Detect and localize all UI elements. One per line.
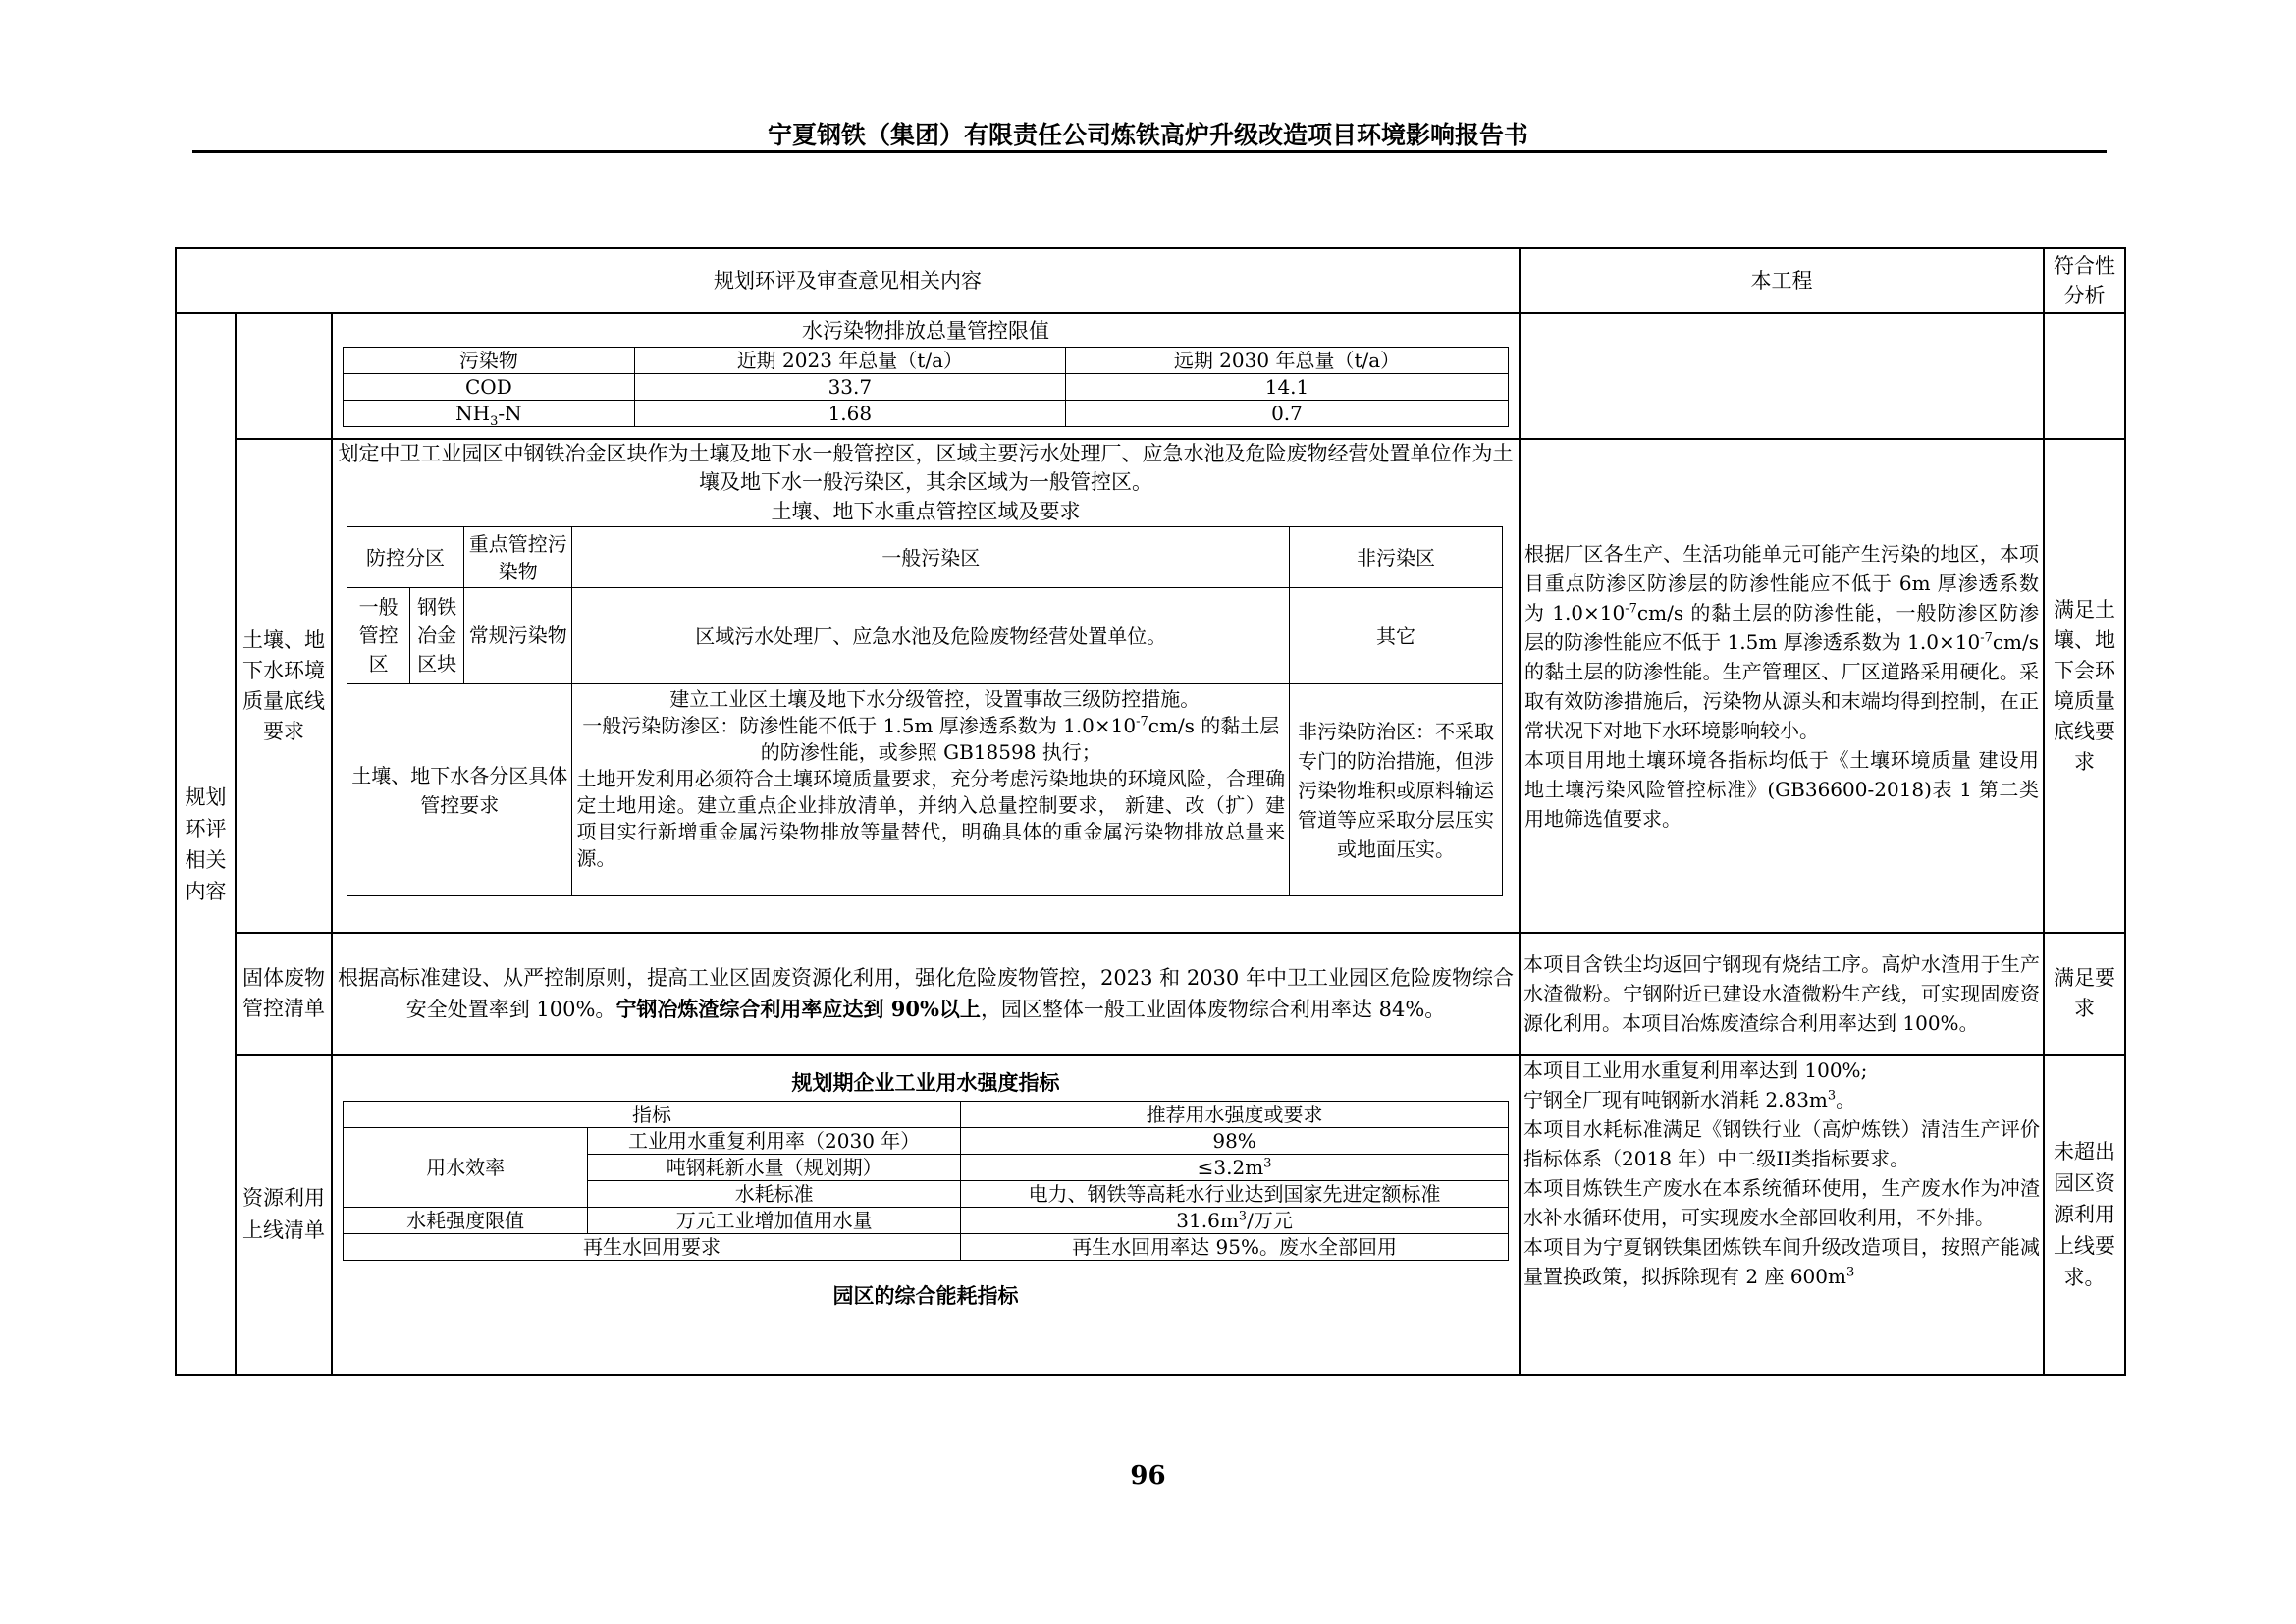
soil-h-general: 一般污染区	[572, 527, 1290, 588]
table-header-row	[176, 248, 2125, 313]
water-use-eff-label: 用水效率	[344, 1128, 588, 1208]
water-use-r4-name: 万元工业增加值用水量	[588, 1208, 961, 1234]
document-header-title: 宁夏钢铁（集团）有限责任公司炼铁高炉升级改造项目环境影响报告书	[767, 121, 1528, 149]
water-pollutant-title: 水污染物排放总量管控限值	[802, 319, 1050, 343]
water-pollutant-table	[343, 347, 1509, 427]
water-col-far: 远期 2030 年总量（t/a）	[1065, 348, 1508, 374]
solid-plan: 根据高标准建设、从严控制原则，提高工业区固废资源化利用，强化危险废物管控，2023 和 2030 年中卫工业园区危险废物综合安全处置率到 100%。宁钢冶炼渣综合利用率应达到 90%以上，园区整体一般工业固体废物综合利用率达 84%。	[332, 933, 1520, 1055]
energy-title: 园区的综合能耗指标	[832, 1283, 1019, 1308]
soil-r-block: 钢铁冶金区块	[410, 588, 464, 684]
solid-label: 固体废物管控清单	[236, 933, 332, 1055]
soil-analysis: 满足土壤、地下会环境质量底线要求	[2044, 439, 2125, 933]
resource-project-1: 本项目工业用水重复利用率达到 100%;	[1523, 1058, 1868, 1082]
resource-analysis: 未超出园区资源利用上线要求。	[2044, 1055, 2125, 1375]
water-pollutant-cell	[332, 313, 1520, 439]
compliance-table	[175, 247, 2126, 1376]
page-number: 96	[1130, 1461, 1166, 1490]
water-nh3-far: 0.7	[1065, 401, 1508, 427]
resource-project-4: 本项目炼铁生产废水在本系统循环使用，生产废水作为冲渣水补水循环使用，可实现废水全部回收利用，不外排。	[1523, 1176, 2041, 1229]
soil-req-text	[572, 684, 1290, 896]
water-cod-name: COD	[344, 374, 635, 401]
resource-project-2: 宁钢全厂现有吨钢新水消耗 $2.83m^3$。	[1523, 1088, 1856, 1111]
soil-r-pollutant: 常规污染物	[463, 588, 572, 684]
table-row	[344, 374, 1509, 401]
soil-req-label: 土壤、地下水各分区具体管控要求	[347, 684, 572, 896]
water-use-r3-value: 电力、钢铁等高耗水行业达到国家先进定额标准	[961, 1181, 1509, 1208]
water-use-r4-group: 水耗强度限值	[344, 1208, 588, 1234]
soil-subtitle: 土壤、地下水重点管控区域及要求	[771, 500, 1081, 523]
soil-req-line3: 土地开发利用必须符合土壤环境质量要求，充分考虑污染地块的环境风险，合理确定土地用途。建立重点企业排放清单，并纳入总量控制要求， 新建、改（扩）建项目实行新增重金属污染物排放等量替代，明确具体的重金属污染物排放总量来源。	[576, 767, 1286, 870]
table-row-soil	[176, 439, 2125, 933]
header-plan: 规划环评及审查意见相关内容	[176, 248, 1520, 313]
water-use-r5-value: 再生水回用率达 95%。废水全部回用	[961, 1234, 1509, 1261]
water-cod-near: 33.7	[634, 374, 1065, 401]
water-nh3-name: $NH_3-N$	[344, 401, 635, 427]
header-analysis: 符合性分析	[2044, 248, 2125, 313]
soil-h-nonpol: 非污染区	[1290, 527, 1503, 588]
table-row-solid	[176, 933, 2125, 1055]
soil-req-line1: 建立工业区土壤及地下水分级管控，设置事故三级防控措施。	[669, 687, 1201, 711]
table-row	[344, 1234, 1509, 1261]
group-label: 规划环评相关内容	[176, 313, 236, 1375]
water-use-r5-name: 再生水回用要求	[344, 1234, 961, 1261]
soil-r-general: 区域污水处理厂、应急水池及危险废物经营处置单位。	[572, 588, 1290, 684]
soil-req-nonpol: 非污染防治区：不采取专门的防治措施，但涉污染物堆积或原料输运管道等应采取分层压实或地面压实。	[1290, 684, 1503, 896]
resource-project-5: 本项目为宁夏钢铁集团炼铁车间升级改造项目，按照产能减量置换政策，拟拆除现有 2 座 $600m^3$	[1523, 1235, 2041, 1288]
soil-r-nonpol: 其它	[1290, 588, 1503, 684]
water-use-r3-name: 水耗标准	[588, 1181, 961, 1208]
water-col-near: 近期 2023 年总量（t/a）	[634, 348, 1065, 374]
resource-title: 规划期企业工业用水强度指标	[791, 1070, 1060, 1095]
water-nh3-near: 1.68	[634, 401, 1065, 427]
water-use-table	[343, 1101, 1509, 1261]
water-use-r4-value: $31.6m^3/$万元	[961, 1208, 1509, 1234]
water-use-r1-value: 98%	[961, 1128, 1509, 1155]
soil-label: 土壤、地下水环境质量底线要求	[236, 439, 332, 933]
water-project-empty	[1520, 313, 2044, 439]
soil-h-key: 重点管控污染物	[463, 527, 572, 588]
water-label-empty	[236, 313, 332, 439]
soil-r-ctrl: 一般管控区	[347, 588, 410, 684]
solid-analysis: 满足要求	[2044, 933, 2125, 1055]
water-cod-far: 14.1	[1065, 374, 1508, 401]
table-row-water	[176, 313, 2125, 439]
solid-project: 本项目含铁尘均返回宁钢现有烧结工序。高炉水渣用于生产水渣微粉。宁钢附近已建设水渣微粉生产线，可实现固废资源化利用。本项目冶炼废渣综合利用率达到 100%。	[1520, 933, 2044, 1055]
header-project: 本工程	[1520, 248, 2044, 313]
water-use-r2-name: 吨钢耗新水量（规划期）	[588, 1155, 961, 1181]
resource-project	[1520, 1055, 2044, 1375]
soil-project: 根据厂区各生产、生活功能单元可能产生污染的地区，本项目重点防渗区防渗层的防渗性能应不低于 6m 厚渗透系数为 $1.0\times 10^{-7}cm/s$ 的黏土层的防渗性能，一般防渗区防渗层的防渗性能应不低于 1.5m 厚渗透系数为 $1.0\times 10^{-7}cm/s$ 的黏土层的防渗性能。生产管理区、厂区道路采用硬化。采取有效防渗措施后，污染物从源头和末端均得到控制，在正常状况下对地下水环境影响较小。 本项目用地土壤环境各指标均低于《土壤环境质量 建设用地土壤污染风险管控标准》(GB36600-2018)表 1 第二类用地筛选值要求。	[1520, 439, 2044, 933]
resource-label: 资源利用上线清单	[236, 1055, 332, 1375]
table-row	[344, 1208, 1509, 1234]
table-row	[344, 1128, 1509, 1155]
resource-project-3: 本项目水耗标准满足《钢铁行业（高炉炼铁）清洁生产评价指标体系（2018 年）中二级II类指标要求。	[1523, 1117, 2041, 1170]
water-use-r2-value: $\le 3.2m^3$	[961, 1155, 1509, 1181]
water-use-h-indicator: 指标	[344, 1102, 961, 1128]
soil-req-line2: 一般污染防渗区：防渗性能不低于 1.5m 厚渗透系数为 $1.0\times 10^{-7}cm/s$ 的黏土层的防渗性能，或参照 GB18598 执行；	[582, 714, 1280, 764]
header-rule	[192, 150, 2107, 153]
soil-plan-cell	[332, 439, 1520, 933]
water-col-pollutant: 污染物	[344, 348, 635, 374]
water-analysis-empty	[2044, 313, 2125, 439]
water-use-r1-name: 工业用水重复利用率（2030 年）	[588, 1128, 961, 1155]
table-row	[344, 401, 1509, 427]
resource-plan-cell	[332, 1055, 1520, 1375]
table-row-resource	[176, 1055, 2125, 1375]
water-use-h-value: 推荐用水强度或要求	[961, 1102, 1509, 1128]
soil-zone-table	[347, 526, 1503, 896]
soil-h-zone: 防控分区	[347, 527, 464, 588]
soil-intro: 划定中卫工业园区中钢铁冶金区块作为土壤及地下水一般管控区，区域主要污水处理厂、应急水池及危险废物经营处置单位作为土壤及地下水一般污染区，其余区域为一般管控区。	[338, 442, 1514, 494]
